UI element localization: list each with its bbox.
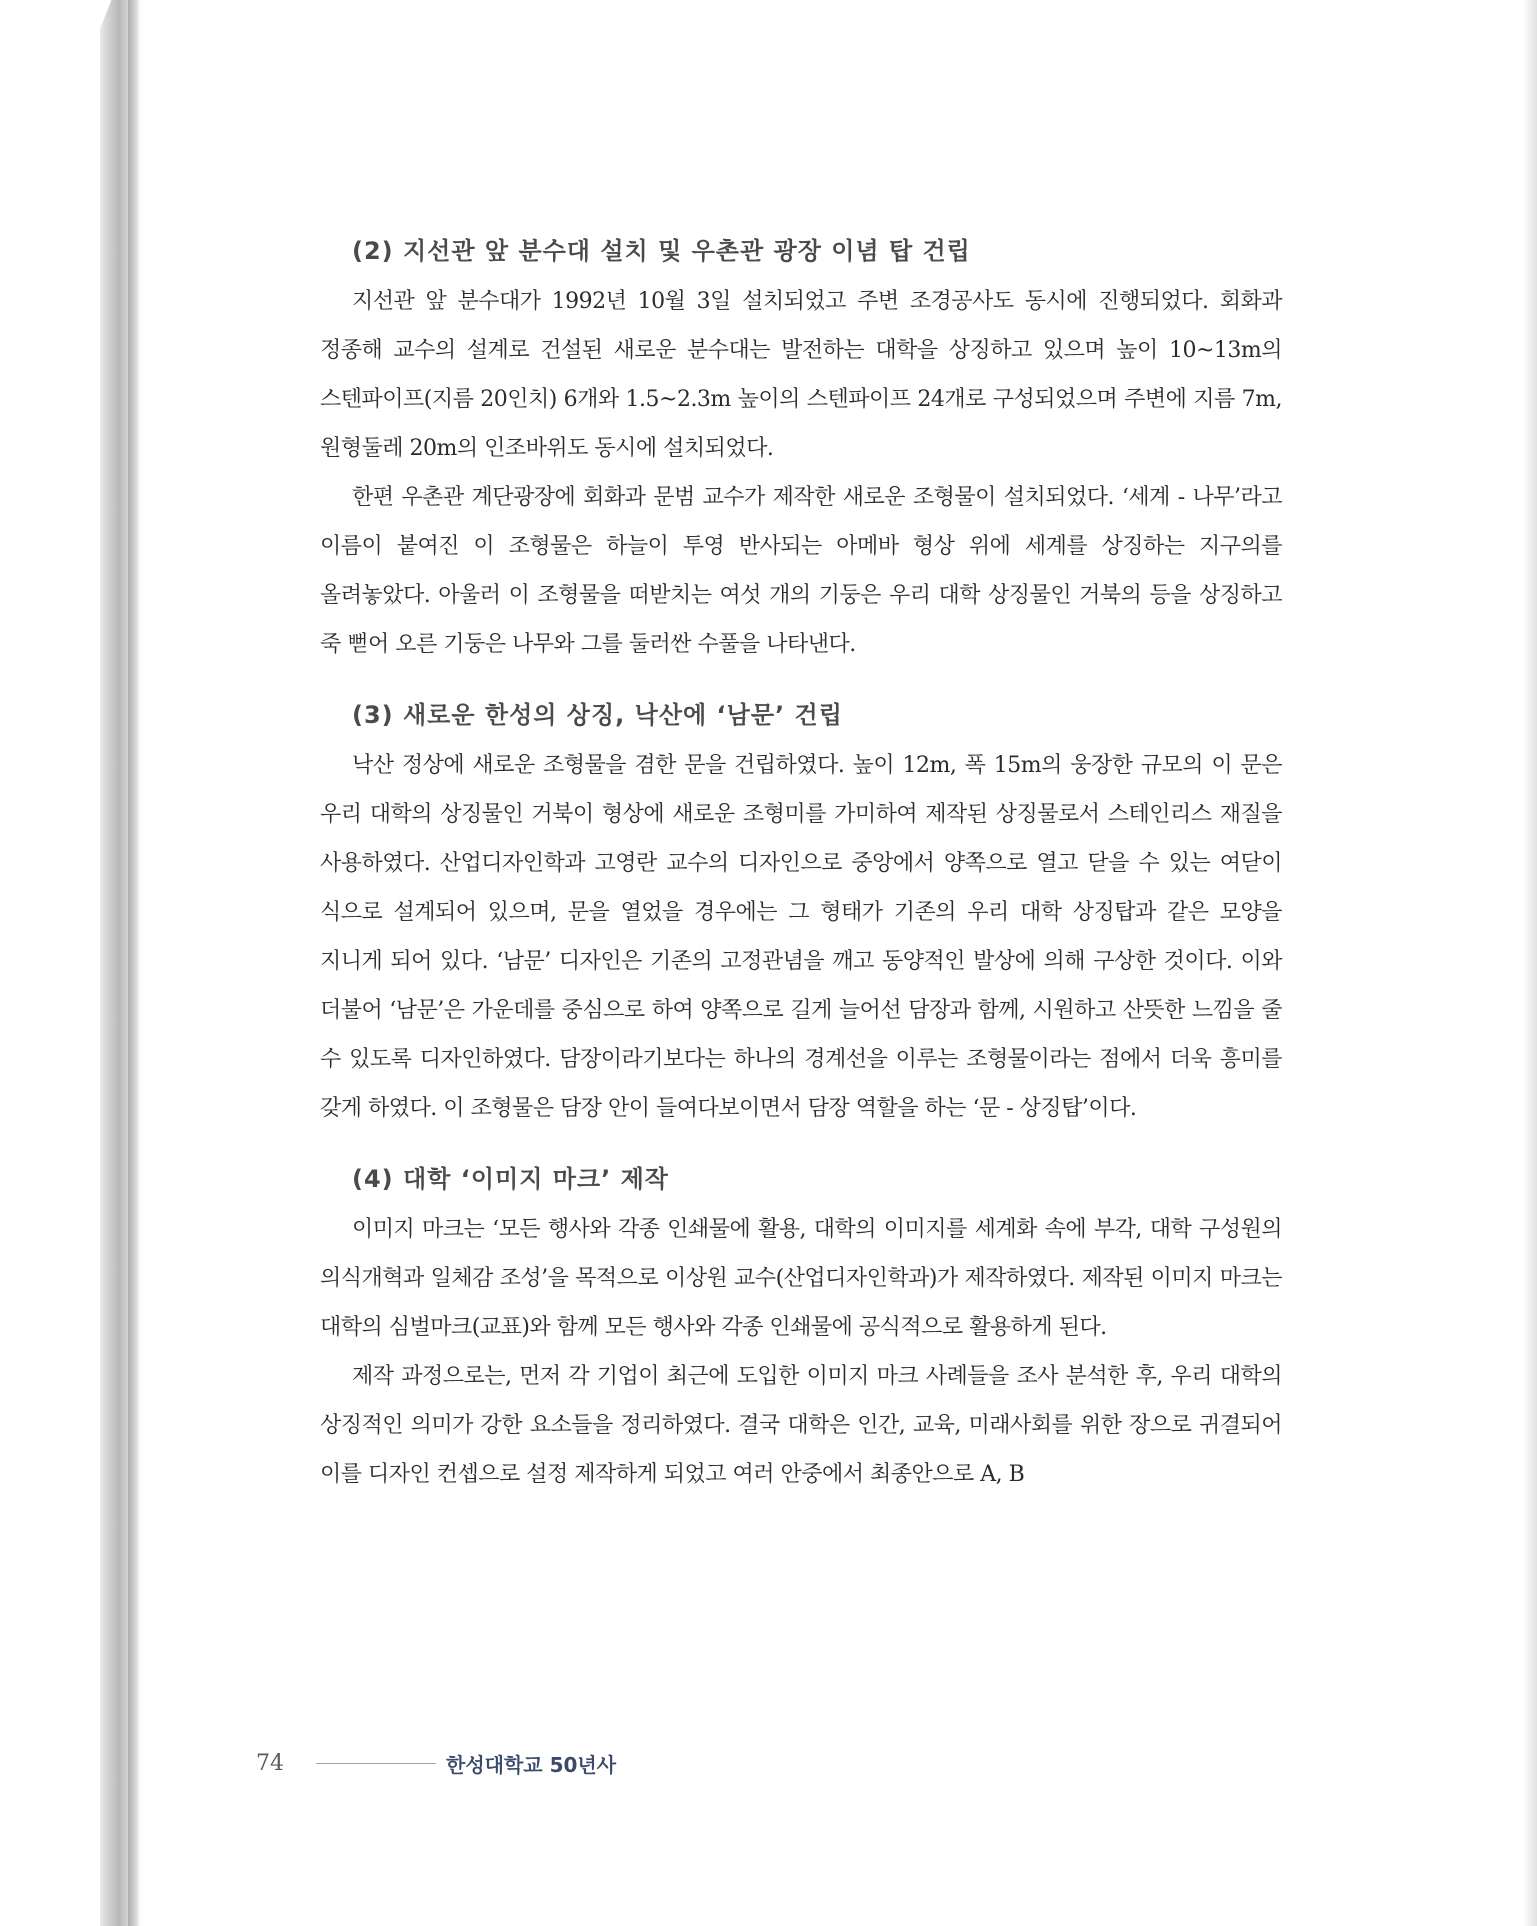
- section-heading: (3) 새로운 한성의 상징, 낙산에 ‘남문’ 건립: [352, 701, 843, 729]
- spacer: [320, 1133, 1282, 1153]
- page-shade: [1523, 0, 1537, 1926]
- page-content: [320, 225, 1282, 1499]
- section-heading: (4) 대학 ‘이미지 마크’ 제작: [352, 1165, 669, 1193]
- section-3: [320, 689, 1282, 1133]
- page-number: 74: [256, 1750, 284, 1776]
- paragraph: 한편 우촌관 계단광장에 회화과 문범 교수가 제작한 새로운 조형물이 설치되었다. ‘세계 - 나무’라고 이름이 붙여진 이 조형물은 하늘이 투영 반사되는 아메바 형상 위에 세계를 상징하는 지구의를 올려놓았다. 아울러 이 조형물을 떠받치는 여섯 개의 기둥은 우리 대학 상징물인 거북의 등을 상징하고 죽 뻗어 오른 기둥은 나무와 그를 둘러싼 수풀을 나타낸다.: [320, 485, 1282, 657]
- paragraph: 이미지 마크는 ‘모든 행사와 각종 인쇄물에 활용, 대학의 이미지를 세계화 속에 부각, 대학 구성원의 의식개혁과 일체감 조성’을 목적으로 이상원 교수(산업디자인학과)가 제작하였다. 제작된 이미지 마크는 대학의 심벌마크(교표)와 함께 모든 행사와 각종 인쇄물에 공식적으로 활용하게 된다.: [320, 1217, 1282, 1340]
- section-4: [320, 1153, 1282, 1499]
- paragraph: 제작 과정으로는, 먼저 각 기업이 최근에 도입한 이미지 마크 사례들을 조사 분석한 후, 우리 대학의 상징적인 의미가 강한 요소들을 정리하였다. 결국 대학은 인간, 교육, 미래사회를 위한 장으로 귀결되어 이를 디자인 컨셉으로 설정 제작하게 되었고 여러 안중에서 최종안으로 A, B: [320, 1364, 1282, 1487]
- section-2: [320, 225, 1282, 669]
- spacer: [320, 669, 1282, 689]
- page-footer: [256, 1748, 616, 1778]
- spine-shadow: [128, 0, 142, 1926]
- book-title: 한성대학교 50년사: [446, 1752, 617, 1777]
- paragraph: 낙산 정상에 새로운 조형물을 겸한 문을 건립하였다. 높이 12m, 폭 15m의 웅장한 규모의 이 문은 우리 대학의 상징물인 거북이 형상에 새로운 조형미를 가미하여 제작된 상징물로서 스테인리스 재질을 사용하였다. 산업디자인학과 고영란 교수의 디자인으로 중앙에서 양쪽으로 열고 닫을 수 있는 여닫이 식으로 설계되어 있으며, 문을 열었을 경우에는 그 형태가 기존의 우리 대학 상징탑과 같은 모양을 지니게 되어 있다. ‘남문’ 디자인은 기존의 고정관념을 깨고 동양적인 발상에 의해 구상한 것이다. 이와 더불어 ‘남문’은 가운데를 중심으로 하여 양쪽으로 길게 늘어선 담장과 함께, 시원하고 산뜻한 느낌을 줄 수 있도록 디자인하였다. 담장이라기보다는 하나의 경계선을 이루는 조형물이라는 점에서 더욱 흥미를 갖게 하였다. 이 조형물은 담장 안이 들여다보이면서 담장 역할을 하는 ‘문 - 상징탑’이다.: [320, 753, 1282, 1121]
- paragraph: 지선관 앞 분수대가 1992년 10월 3일 설치되었고 주변 조경공사도 동시에 진행되었다. 회화과 정종해 교수의 설계로 건설된 새로운 분수대는 발전하는 대학을 상징하고 있으며 높이 10~13m의 스텐파이프(지름 20인치) 6개와 1.5~2.3m 높이의 스텐파이프 24개로 구성되었으며 주변에 지름 7m, 원형둘레 20m의 인조바위도 동시에 설치되었다.: [320, 289, 1282, 461]
- footer-divider: [316, 1763, 436, 1764]
- section-heading: (2) 지선관 앞 분수대 설치 및 우촌관 광장 이념 탑 건립: [352, 237, 971, 265]
